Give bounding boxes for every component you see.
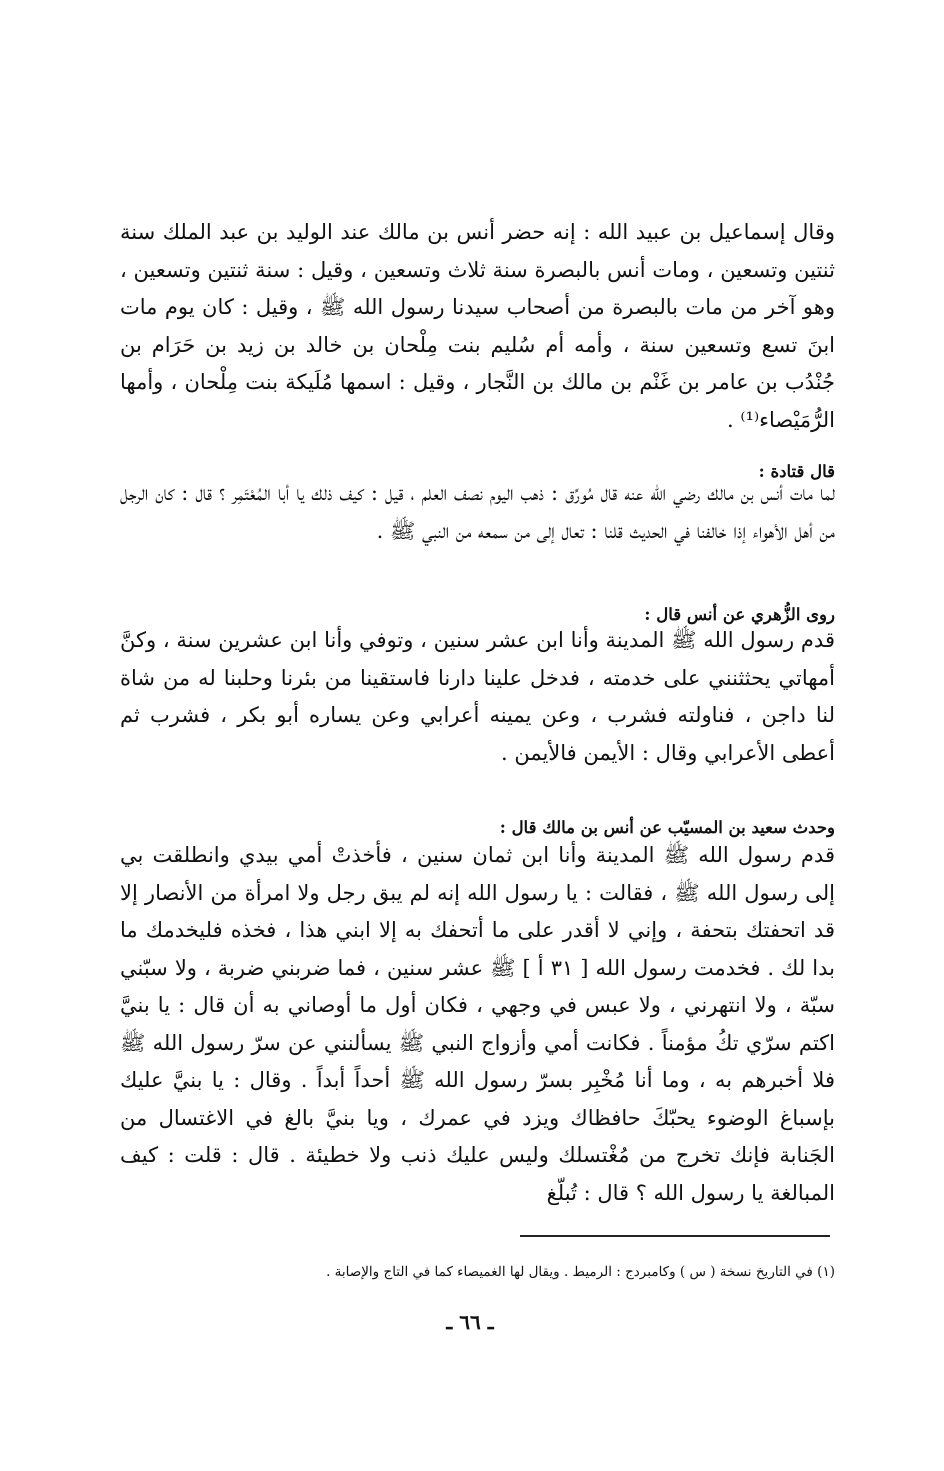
body-paragraph-1 <box>120 214 835 439</box>
paragraph-text: قدم رسول الله ﷺ المدينة وأنا ابن ثمان سنين ، فأخذتْ أمي بيدي وانطلقت بي إلى رسول الله ﷺ ، فقالت : يا رسول الله إنه لم يبق رجل ولا امرأة من الأنصار إلا قد اتحفتك بتحفة ، وإني لا أقدر على ما أتحفك به إلا ابني هذا ، فخذه فليخدمك ما بدا لك . فخدمت رسول الله [ ٣١ أ ] ﷺ عشر سنين ، فما ضربني ضربة ، ولا سبّني سبّة ، ولا انتهرني ، ولا عبس في وجهي ، فكان أول ما أوصاني به أن قال : يا بنيَّ اكتم سرّي تكُ مؤمناً . فكانت أمي وأزواج النبي ﷺ يسألنني عن سرّ رسول الله ﷺ فلا أخبرهم به ، وما أنا مُخْبِر بسرّ رسول الله ﷺ أحداً أبداً . وقال : يا بنيَّ عليك بإسباغ الوضوء يحبّكَ حافظاك ويزد في عمرك ، ويا بنيَّ بالغ في الاغتسال من الجَنابة فإنك تخرج من مُغْتسلك وليس عليك ذنب ولا خطيئة . قال : قلت : كيف المبالغة يا رسول الله ؟ قال : تُبلّغ <box>120 843 835 1205</box>
paragraph-text: وقال إسماعيل بن عبيد الله : إنه حضر أنس بن مالك عند الوليد بن عبد الملك سنة ثنتين وتسعين ، ومات أنس بالبصرة سنة ثلاث وتسعين ، وقيل : سنة ثنتين وتسعين ، وهو آخر من مات بالبصرة من أصحاب سيدنا رسول الله ﷺ ، وقيل : كان يوم مات ابنَ تسع وتسعين سنة ، وأمه أم سُليم بنت مِلْحان بن خالد بن زيد بن حَرَام بن جُنْدُب بن عامر بن غَنْم بن مالك بن النَّجار ، وقيل : اسمها مُلَيكة بنت مِلْحان ، وأمها الرُّمَيْصاء⁽¹⁾ . <box>120 220 835 432</box>
body-paragraph-3 <box>120 622 835 772</box>
heading-text: قال قتادة : <box>758 462 835 481</box>
footnote: (١) في التاريخ نسخة ( س ) وكامبردج : الرميط . ويقال لها الغميصاء كما في التاج والإصابة . <box>326 1264 835 1280</box>
body-paragraph-4 <box>120 837 835 1212</box>
footnote-separator <box>520 1235 830 1237</box>
heading-text: روى الزُّهري عن أنس قال : <box>644 605 835 624</box>
paragraph-text: لما مات أنس بن مالك رضي الله عنه قال مُورِّق : ذهب اليوم نصف العلم ، قيل : كيف ذلك يا أبا المُعْتَمِر ؟ قال : كان الرجل من أهل الأهواء إذا خالفنا في الحديث قلنا : تعال إلى من سمعه من النبي ﷺ . <box>120 481 835 543</box>
heading-text: وحدث سعيد بن المسيّب عن أنس بن مالك قال : <box>499 818 835 837</box>
page-number: ـ ٦٦ ـ <box>446 1310 494 1334</box>
body-paragraph-2 <box>120 475 835 550</box>
paragraph-text: قدم رسول الله ﷺ المدينة وأنا ابن عشر سنين ، وتوفي وأنا ابن عشرين سنة ، وكنَّ أمهاتي يحثثنني على خدمته ، فدخل علينا دارنا فاستقينا من بئرنا وحلبنا له من شاة لنا داجن ، فناولته فشرب ، وعن يمينه أعرابي وعن يساره أبو بكر ، فشرب ثم أعطى الأعرابي وقال : الأيمن فالأيمن . <box>120 628 835 765</box>
